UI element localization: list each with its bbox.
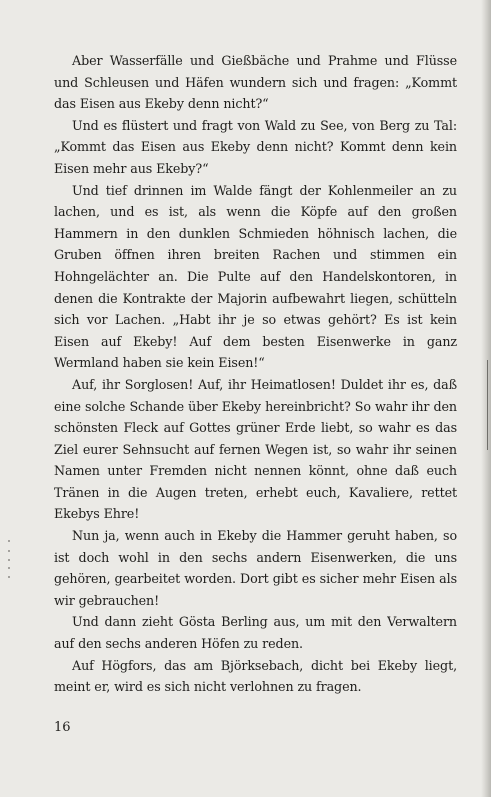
- paragraph-3: Und tief drinnen im Walde fängt der Kohlenmeiler an zu lachen, und es ist, als wenn die Köpfe auf den großen Hammern in den dunklen Schmieden höhnisch lachen, die Gruben öffnen ihren breiten Rachen und stimmen ein Hohngelächter an. Die Pulte auf den Handelskontoren, in denen die Kontrakte der Majorin aufbewahrt liegen, schütteln sich vor Lachen. „Habt ihr je so etwas gehört? Es ist kein Eisen auf Ekeby! Auf dem besten Eisenwerke in ganz Wermland haben sie kein Eisen!“: [54, 182, 457, 371]
- paragraph-6: Und dann zieht Gösta Berling aus, um mit den Verwaltern auf den sechs anderen Höfen zu reden.: [54, 614, 457, 652]
- page-number: 16: [54, 720, 71, 735]
- speck: [8, 567, 10, 569]
- scan-specks: [5, 540, 13, 590]
- speck: [8, 576, 10, 578]
- paragraph-2: Und es flüstert und fragt von Wald zu See, von Berg zu Tal: „Kommt das Eisen aus Ekeby denn nicht? Kommt denn kein Eisen mehr aus Ekeby?“: [54, 117, 457, 176]
- paragraph-7: Auf Högfors, das am Björksebach, dicht bei Ekeby liegt, meint er, wird es sich nicht verlohnen zu fragen.: [54, 657, 457, 695]
- paragraph-1: Aber Wasserfälle und Gießbäche und Prahme und Flüsse und Schleusen und Häfen wundern sich und fragen: „Kommt das Eisen aus Ekeby denn nicht?“: [54, 53, 457, 112]
- page-edge-mark: [487, 360, 488, 450]
- paragraph-5: Nun ja, wenn auch in Ekeby die Hammer geruht haben, so ist doch wohl in den sechs andern Eisenwerken, die uns gehören, gearbeitet worden. Dort gibt es sicher mehr Eisen als wir gebrauchen!: [54, 528, 457, 608]
- page-edge-shadow: [481, 0, 491, 797]
- body-text: [54, 50, 457, 698]
- speck: [8, 550, 10, 552]
- speck: [8, 559, 10, 561]
- paragraph-4: Auf, ihr Sorglosen! Auf, ihr Heimatlosen! Duldet ihr es, daß eine solche Schande über Ekeby hereinbricht? So wahr ihr den schönsten Fleck auf Gottes grüner Erde liebt, so wahr es das Ziel eurer Sehnsucht auf fernen Wegen ist, so wahr ihr seinen Namen unter Fremden nicht nennen könnt, ohne daß euch Tränen in die Augen treten, erhebt euch, Kavaliere, rettet Ekebys Ehre!: [54, 376, 457, 522]
- speck: [8, 540, 10, 542]
